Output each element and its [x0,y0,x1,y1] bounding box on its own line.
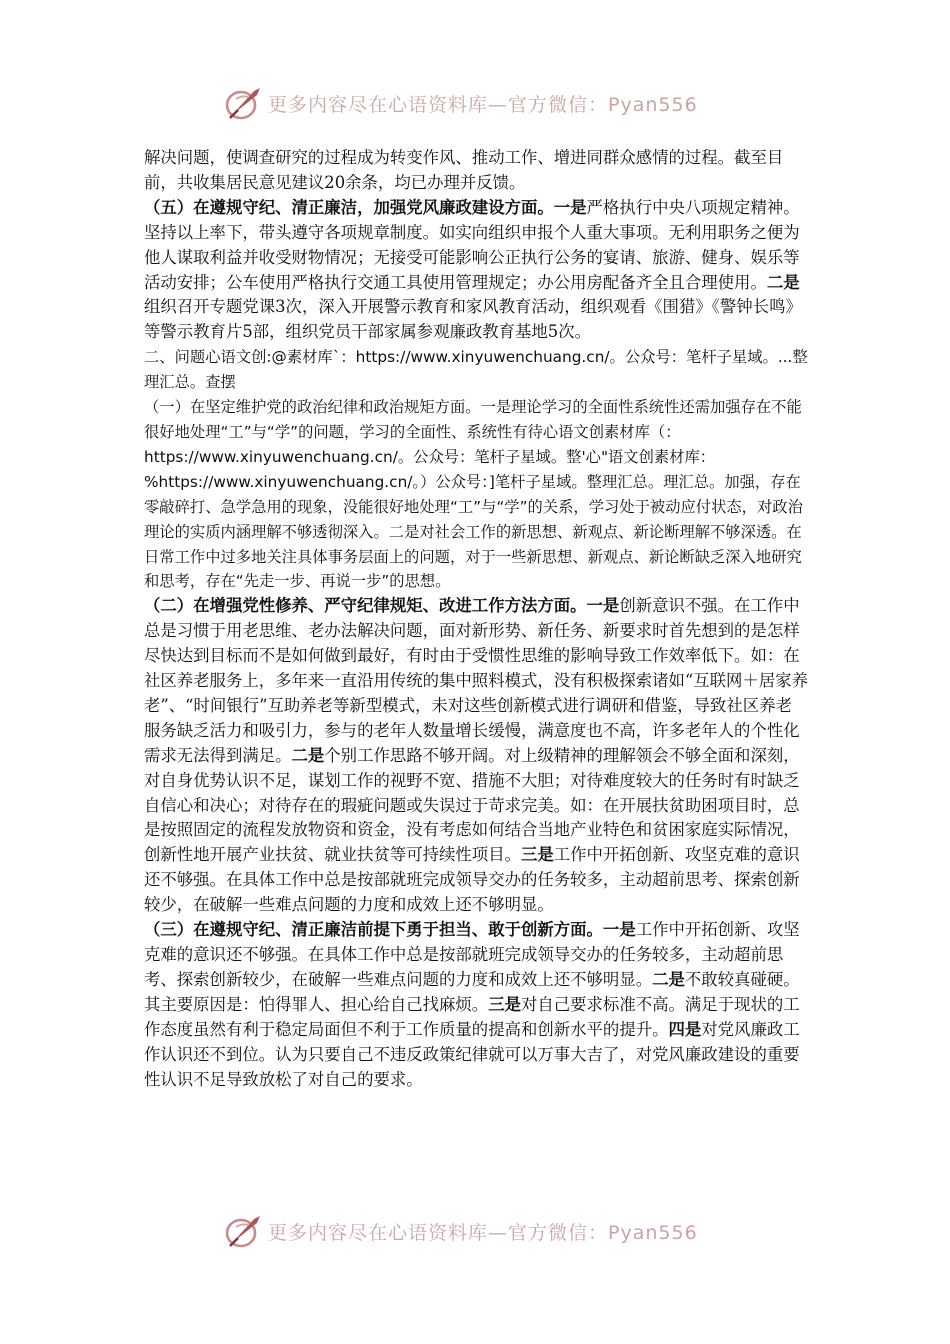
watermark-footer [0,1210,950,1254]
watermark-header [0,82,950,126]
quill-logo-icon [224,85,264,123]
quill-logo-icon [224,1213,264,1251]
wechat-id: Pyan556 [608,94,698,116]
text-run: 对党风廉政工作认识还不到位。认为只要自己不违反政策纪律就可以万事大吉了，对党风廉政建设的重要性认识不足导致放松了对自己的要求。 [144,1019,800,1089]
bold-run: 四是 [668,1019,702,1039]
text-run: 二、问题心语文创:@素材库`：https://www.xinyuwenchuang.cn/。公众号：笔杆子星域。...整理汇总。查摆 [144,348,808,392]
text-run: （一）在坚定维护党的政治纪律和政治规矩方面。一是理论学习的全面性系统性还需加强存在不能很好地处理“工”与“学”的问题，学习的全面性、系统性有待心语文创素材库（：https://www.xinyuwenchuang.cn/。公众号：笔杆子星域。整'心"语文创素材库：%https://www.xinyuwenchuang.cn/。）公众号：]笔杆子星域。整理汇总。理汇总。加强，存在零敲碎打、急学急用的现象，没能很好地处理“工”与“学”的关系，学习处于被动应付状态，对政治理论的实质内涵理解不够透彻深入。二是对社会工作的新思想、新观点、新论断理解不够深透。在日常工作中过多地关注具体事务层面上的问题，对于一些新思想、新观点、新论断缺乏深入地研究和思考，存在“先走一步、再说一步”的思想。 [144,398,803,591]
paragraph [144,196,808,345]
bold-run: （五）在遵规守纪、清正廉洁，加强党风廉政建设方面。一是 [144,197,587,217]
paragraph [144,395,808,594]
paragraph [144,594,808,918]
bold-run: 二是 [766,272,800,292]
text-run: 组织召开专题党课3次，深入开展警示教育和家风教育活动，组织观看《围猎》《警钟长鸣》等警示教育片5部，组织党员干部家属参观廉政教育基地5次。 [144,297,802,342]
text-run: 解决问题，使调查研究的过程成为转变作风、推动工作、增进同群众感情的过程。截至目前，共收集居民意见建议20余条，均已办理并反馈。 [144,148,784,192]
watermark-text: 更多内容尽在心语资料库—官方微信：Pyan556 [268,1222,698,1244]
text-run: 严格执行中央八项规定精神。坚持以上率下，带头遵守各项规章制度。如实向组织申报个人重大事项。无利用职务之便为他人谋取利益并收受财物情况；无接受可能影响公正执行公务的宴请、旅游、健身、娱乐等活动安排；公车使用严格执行交通工具使用管理规定；办公用房配备齐全且合理使用。 [144,197,800,292]
bold-run: 二是 [652,969,685,989]
watermark-text: 更多内容尽在心语资料库—官方微信：Pyan556 [268,94,698,116]
text-run: 工作中开拓创新、攻坚克难的意识还不够强。在具体工作中总是按部就班完成领导交办的任务较多，主动超前思考、探索创新较少，在破解一些难点问题的力度和成效上还不够明显。 [144,845,800,915]
bold-run: 三是 [520,845,554,865]
paragraph [144,918,808,1092]
text-run: 对自己要求标准不高。满足于现状的工作态度虽然有利于稳定局面但不利于工作质量的提高和创新水平的提升。 [144,994,800,1039]
text-run: 不敢较真碰硬。其主要原因是：怕得罪人、担心给自己找麻烦。 [144,969,800,1014]
document-body [144,146,808,1092]
wechat-id: Pyan556 [608,1222,698,1244]
text-run: 创新意识不强。在工作中总是习惯于用老思维、老办法解决问题，面对新形势、新任务、新要求时首先想到的是怎样尽快达到目标而不是如何做到最好，有时由于受惯性思维的影响导致工作效率低下。如：在社区养老服务上，多年来一直沿用传统的集中照料模式，没有积极探索诸如“互联网＋居家养老”、“时间银行”互助养老等新型模式，未对这些创新模式进行调研和借鉴，导致社区养老服务缺乏活力和吸引力，参与的老年人数量增长缓慢，满意度也不高，许多老年人的个性化需求无法得到满足。 [144,596,809,765]
paragraph [144,345,808,395]
bold-run: 二是 [291,745,325,765]
text-run: 个别工作思路不够开阔。对上级精神的理解领会不够全面和深刻，对自身优势认识不足，谋划工作的视野不宽、措施不大胆；对待难度较大的任务时有时缺乏自信心和决心；对待存在的瑕疵问题或失误过于苛求完美。如：在开展扶贫助困项目时，总是按照固定的流程发放物资和资金，没有考虑如何结合当地产业特色和贫困家庭实际情况，创新性地开展产业扶贫、就业扶贫等可持续性项目。 [144,745,800,865]
bold-run: （三）在遵规守纪、清正廉洁前提下勇于担当、敢于创新方面。一是 [144,920,636,940]
text-run: 工作中开拓创新、攻坚克难的意识还不够强。在具体工作中总是按部就班完成领导交办的任务较多，主动超前思考、探索创新较少，在破解一些难点问题的力度和成效上还不够明显。 [144,920,800,989]
paragraph [144,146,808,196]
bold-run: （二）在增强党性修养、严守纪律规矩、改进工作方法方面。一是 [144,596,620,616]
bold-run: 三是 [488,994,521,1014]
